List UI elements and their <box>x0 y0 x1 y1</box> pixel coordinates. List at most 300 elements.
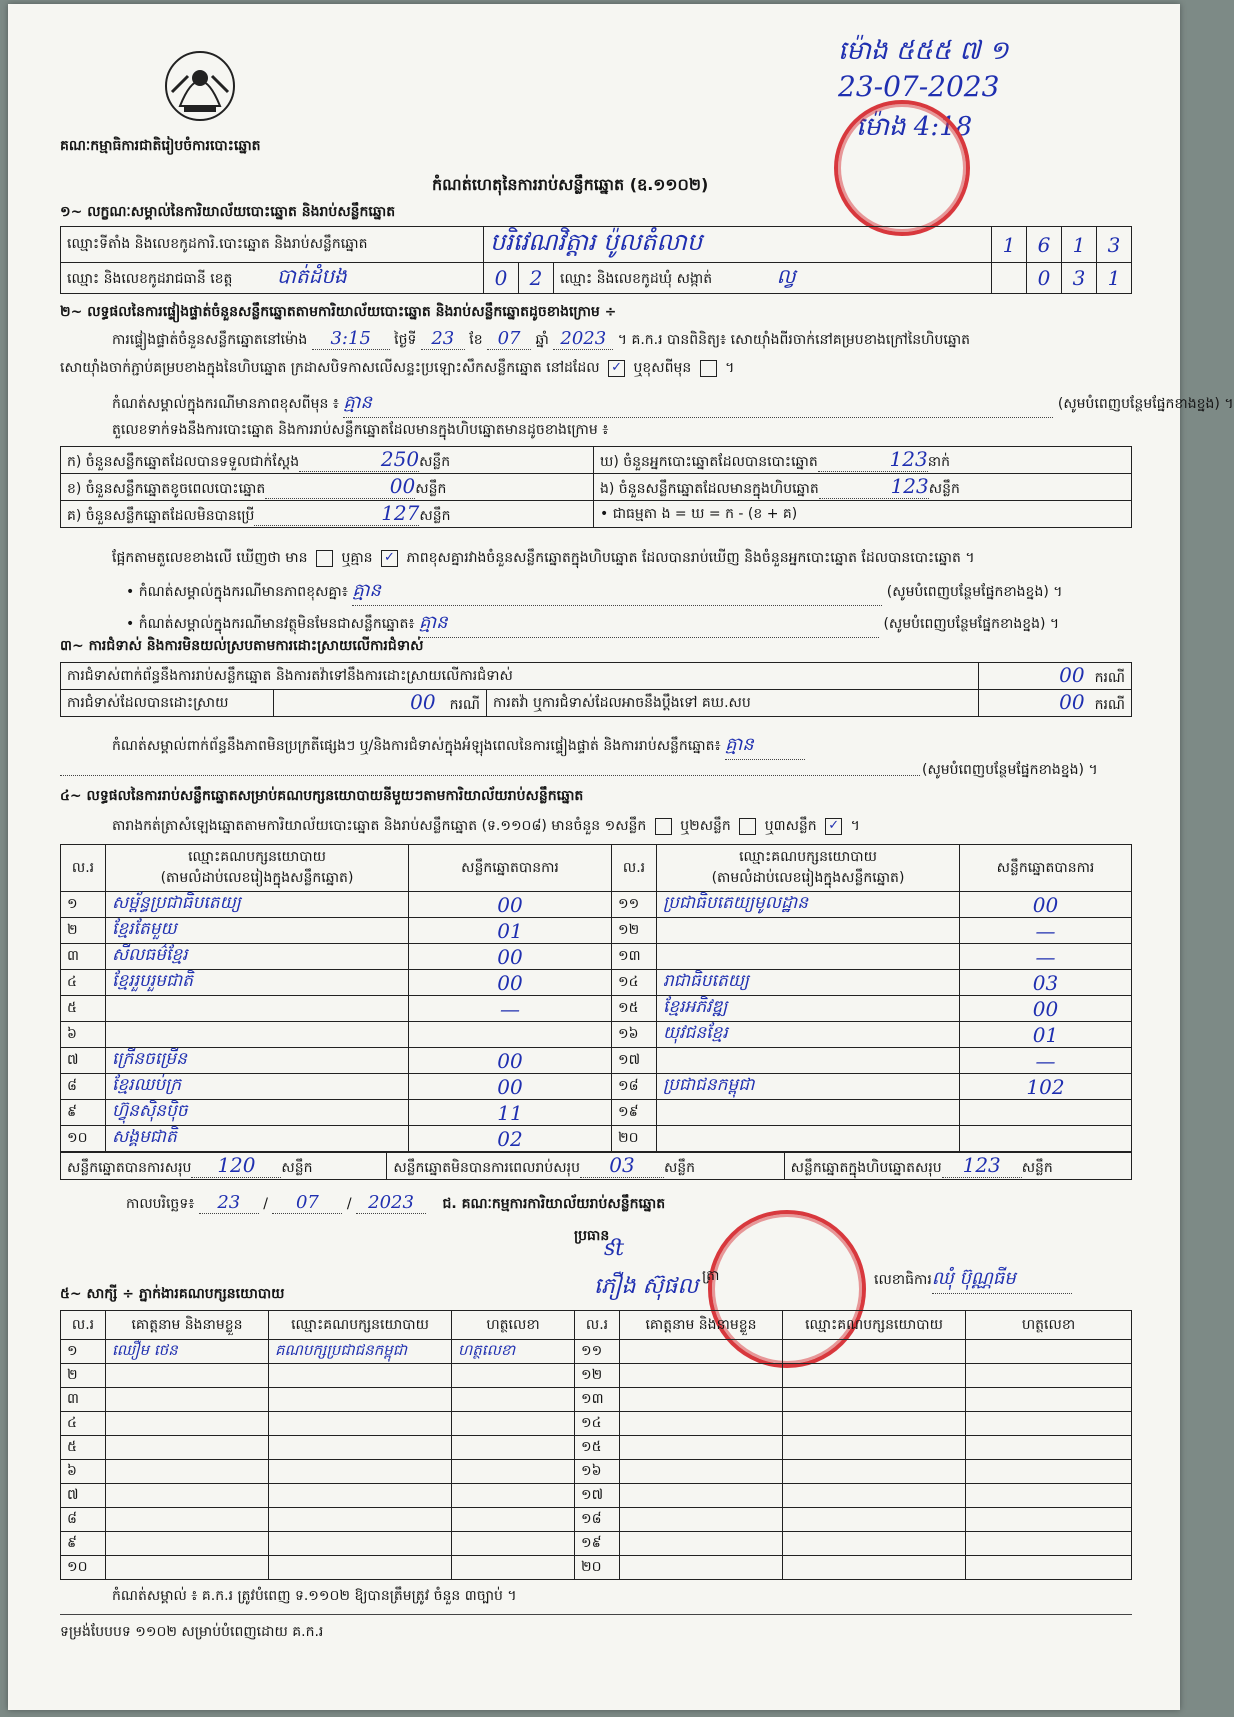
result-party: យុវជនខ្មែរ <box>657 1022 960 1048</box>
witness-no: ១៨ <box>575 1508 620 1532</box>
complaint-row1-count <box>979 663 1132 690</box>
kh-label: ខ) ចំនួនសន្លឹកឆ្នោតខូចពេលបោះឆ្នោត <box>67 481 266 497</box>
bullet1-line <box>126 578 1062 606</box>
result-no: ១៥ <box>612 996 657 1022</box>
witness-name <box>620 1364 783 1388</box>
witness-no: ១៤ <box>575 1412 620 1436</box>
result-votes: — <box>960 944 1132 970</box>
result-votes: 01 <box>409 918 612 944</box>
result-party <box>106 996 409 1022</box>
witness-party <box>783 1388 966 1412</box>
diff-text: ភាពខុសគ្នារវាងចំនួនសន្លឹកឆ្នោតក្នុងហិបឆ្នោត ដែលបានរាប់ឃើញ និងចំនួនអ្នកបោះឆ្នោត ដែលបានបោះឆ្នោត ។ <box>406 550 975 566</box>
chair-label: ប្រធាន <box>574 1228 610 1244</box>
witness-name <box>106 1388 269 1412</box>
total-box-value: 123 <box>942 1153 1022 1178</box>
location-code-digit: 1 <box>1062 227 1097 263</box>
kk-value: 123 <box>818 447 928 472</box>
ballot-count-table <box>60 446 1132 528</box>
kk-label: ឃ) ចំនួនអ្នកបោះឆ្នោតដែលបានបោះឆ្នោត <box>600 454 818 470</box>
witness-name <box>106 1412 269 1436</box>
result-no: ២ <box>61 918 106 944</box>
result-votes: 02 <box>409 1126 612 1152</box>
witness-name <box>620 1388 783 1412</box>
witness-row <box>61 1460 1132 1484</box>
form-title: កំណត់ហេតុនៃការរាប់សន្លឹកឆ្នោត (ឧ.១១០២) <box>432 175 709 194</box>
result-party: ខ្មែរអភិវឌ្ឍ <box>657 996 960 1022</box>
col-party-title: ឈ្មោះគណបក្សនយោបាយ <box>739 849 877 865</box>
witness-no: ១៥ <box>575 1436 620 1460</box>
ko-value: 127 <box>254 501 419 526</box>
irregularity-value: គ្មាន <box>725 732 805 760</box>
witness-signature <box>966 1484 1132 1508</box>
total-box-unit: សន្លឹក <box>1021 1160 1053 1176</box>
witness-party <box>269 1412 452 1436</box>
witness-row <box>61 1364 1132 1388</box>
section1-title: ១~ លក្ខណៈសម្គាល់នៃការិយាល័យបោះឆ្នោត និងរាប់សន្លឹកឆ្នោត <box>60 204 396 220</box>
result-no: ១៤ <box>612 970 657 996</box>
col-no: ល.រ <box>61 845 106 892</box>
witness-party <box>783 1340 966 1364</box>
witness-no: ១០ <box>61 1556 106 1580</box>
witness-no: ៧ <box>61 1484 106 1508</box>
w-col-party: ឈ្មោះគណបក្សនយោបាយ <box>269 1311 452 1340</box>
witness-name <box>620 1436 783 1460</box>
witness-signature <box>966 1556 1132 1580</box>
witness-row <box>61 1508 1132 1532</box>
witness-party <box>783 1508 966 1532</box>
witness-name <box>106 1484 269 1508</box>
result-votes: 00 <box>409 892 612 918</box>
witness-no: ៣ <box>61 1388 106 1412</box>
results-row <box>61 1022 1132 1048</box>
result-party: ក្រើនចម្រើន <box>106 1048 409 1074</box>
result-votes <box>960 1100 1132 1126</box>
w-col-name: គោត្តនាម និងនាមខ្លួន <box>620 1311 783 1340</box>
row-k <box>61 447 594 474</box>
commission-name: គណៈកម្មាធិការជាតិរៀបចំការបោះឆ្នោត <box>60 138 261 154</box>
result-party <box>657 918 960 944</box>
witness-party <box>269 1484 452 1508</box>
section4-title: ៤~ លទ្ធផលនៃការរាប់សន្លឹកឆ្នោតសម្រាប់គណបក្សនយោបាយនីមួយៗតាមការិយាល័យរាប់សន្លឹកឆ្នោត <box>60 788 584 804</box>
witness-name <box>106 1508 269 1532</box>
witness-signature <box>452 1484 575 1508</box>
kh-value: 00 <box>265 474 415 499</box>
witness-no: ៨ <box>61 1508 106 1532</box>
seal-check-text: សោយ៉ាំងចាក់ភ្ជាប់គម្របខាងក្នុងនៃហិបឆ្នោត ក្រដាសបិទកាសលើសន្ទះប្រឡោះសឹកសន្លឹកឆ្នោត នៅដដែល <box>60 360 600 376</box>
result-party: ប្រជាជនកម្ពុជា <box>657 1074 960 1100</box>
result-no: ៧ <box>61 1048 106 1074</box>
verify-day-label: ថ្ងៃទី <box>394 332 417 348</box>
bullet1-fill-more: (សូមបំពេញបន្ថែមផ្នែកខាងខ្នង) ។ <box>886 584 1063 600</box>
bullet1-value: គ្មាន <box>352 578 882 606</box>
case-unit: ករណី <box>1094 670 1125 686</box>
bullet2-value: គ្មាន <box>419 610 879 638</box>
witness-row <box>61 1532 1132 1556</box>
result-no: ៦ <box>61 1022 106 1048</box>
witness-party <box>269 1556 452 1580</box>
two-sheets-checkbox[interactable] <box>739 818 756 835</box>
witness-signature <box>966 1508 1132 1532</box>
col-party-title: ឈ្មោះគណបក្សនយោបាយ <box>188 849 326 865</box>
case-unit: ករណី <box>1094 697 1125 713</box>
province-code-digit: 2 <box>519 263 554 294</box>
witness-signature <box>966 1532 1132 1556</box>
results-row <box>61 1048 1132 1074</box>
complaint-row1-label: ការជំទាស់ពាក់ព័ន្ធនឹងការរាប់សន្លឹកឆ្នោត និងការតវ៉ាទៅនឹងការដោះស្រាយលើការជំទាស់ <box>61 663 979 690</box>
seal-label: ត្រា <box>702 1268 720 1284</box>
w-col-no: ល.រ <box>61 1311 106 1340</box>
col-party <box>657 845 960 892</box>
witness-party <box>783 1460 966 1484</box>
witness-row <box>61 1340 1132 1364</box>
result-no: ២០ <box>612 1126 657 1152</box>
witness-name <box>620 1340 783 1364</box>
witness-party <box>783 1532 966 1556</box>
bullet2-label: • កំណត់សម្គាល់ក្នុងករណីមានវត្ថុមិនមែនជាសន្លឹកឆ្នោត៖ <box>126 616 415 632</box>
witness-name <box>620 1484 783 1508</box>
total-invalid-value: 03 <box>580 1153 664 1178</box>
result-votes: 00 <box>960 892 1132 918</box>
chair-name: ភឿង ស៊ុផល <box>594 1274 699 1299</box>
result-party: ប្រជាធិបតេយ្យមូលដ្ឋាន <box>657 892 960 918</box>
location-table <box>60 226 1132 294</box>
verify-month: 07 <box>487 328 531 350</box>
diff-note-value: គ្មាន <box>343 390 1053 418</box>
irregularity-dotted-line <box>60 774 920 776</box>
appeal-count <box>979 690 1132 717</box>
witness-party <box>269 1532 452 1556</box>
witness-row <box>61 1388 1132 1412</box>
total-valid <box>61 1153 387 1180</box>
result-no: ៥ <box>61 996 106 1022</box>
witness-no: ៩ <box>61 1532 106 1556</box>
commune-label-text: ឈ្មោះ និងលេខកូដឃុំ សង្កាត់ <box>560 271 713 287</box>
result-party <box>657 1100 960 1126</box>
witness-name <box>106 1460 269 1484</box>
witness-signature <box>452 1460 575 1484</box>
witness-name <box>106 1436 269 1460</box>
seal-check-end: ។ <box>725 360 735 376</box>
resolved-label: ការជំទាស់ដែលបានដោះស្រាយ <box>61 690 274 717</box>
three-sheets-checkbox[interactable]: ✓ <box>825 818 842 835</box>
result-votes: 03 <box>960 970 1132 996</box>
witness-signature <box>452 1436 575 1460</box>
witness-row <box>61 1412 1132 1436</box>
location-code-digit: 6 <box>1027 227 1062 263</box>
commune-code-digit: 3 <box>1062 263 1097 294</box>
ko-unit: សន្លឹក <box>419 508 451 524</box>
result-party <box>657 944 960 970</box>
case-unit: ករណី <box>449 697 480 713</box>
witness-signature <box>452 1412 575 1436</box>
ng-unit: សន្លឹក <box>928 481 960 497</box>
total-valid-unit: សន្លឹក <box>281 1160 313 1176</box>
witness-no: ១ <box>61 1340 106 1364</box>
witness-signature <box>966 1364 1132 1388</box>
result-party: ហ៊្វុនស៊ិនប៉ិច <box>106 1100 409 1126</box>
total-valid-value: 120 <box>191 1153 281 1178</box>
witness-name <box>620 1460 783 1484</box>
handwritten-ref: ម៉ោង ៥៥៥ ៧ ១ <box>838 36 1009 66</box>
witness-no: ៤ <box>61 1412 106 1436</box>
diff-note-label: កំណត់សម្គាល់ក្នុងករណីមានភាពខុសពីមុន ៖ <box>112 396 339 412</box>
result-votes <box>960 1126 1132 1152</box>
witness-no: ១៩ <box>575 1532 620 1556</box>
witness-signature <box>452 1556 575 1580</box>
section2-title: ២~ លទ្ធផលនៃការផ្ទៀងផ្ទាត់ចំនួនសន្លឹកឆ្នោតតាមការិយាល័យបោះឆ្នោត និងរាប់សន្លឹកឆ្នោតដូចខាងក្រោម ÷ <box>60 304 617 320</box>
witness-party: គណបក្សប្រជាជនកម្ពុជា <box>269 1340 452 1364</box>
irregularity-line <box>112 732 805 760</box>
fill-more-note: (សូមបំពេញបន្ថែមផ្នែកខាងខ្នង) ។ <box>1057 396 1234 412</box>
col-party <box>106 845 409 892</box>
results-row <box>61 944 1132 970</box>
form-page <box>8 4 1234 1710</box>
k-label: ក) ចំនួនសន្លឹកឆ្នោតដែលបានទទួលជាក់ស្តែង <box>67 454 300 470</box>
verify-year: 2023 <box>553 328 613 350</box>
chair-signature: ﬆ <box>604 1236 625 1261</box>
different-checkbox[interactable] <box>700 360 717 377</box>
result-no: ១៧ <box>612 1048 657 1074</box>
total-box <box>784 1153 1131 1180</box>
result-party <box>657 1126 960 1152</box>
result-votes: 00 <box>960 996 1132 1022</box>
difference-line <box>112 548 975 569</box>
resolved-count <box>274 690 487 717</box>
result-party: សង្គមជាតិ <box>106 1126 409 1152</box>
witness-signature <box>452 1388 575 1412</box>
witness-signature <box>966 1460 1132 1484</box>
date-year: 2023 <box>356 1192 426 1214</box>
witness-name <box>620 1532 783 1556</box>
footnote: កំណត់សម្គាល់ ៖ គ.ក.រ ត្រូវបំពេញ ទ.១១០២ ឱ្យបានត្រឹមត្រូវ ចំនួន ៣ច្បាប់ ។ <box>112 1588 517 1604</box>
same-checkbox[interactable]: ✓ <box>608 360 625 377</box>
witness-name <box>106 1556 269 1580</box>
witness-signature: ហត្ថលេខា <box>452 1340 575 1364</box>
total-box-label: សន្លឹកឆ្នោតក្នុងហិបឆ្នោតសរុប <box>790 1160 942 1176</box>
row-ko <box>61 501 594 528</box>
commune-code-digit: 1 <box>1097 263 1132 294</box>
section3-title: ៣~ ការជំទាស់ និងការមិនយល់ស្របតាមការដោះស្រាយលើការជំទាស់ <box>60 638 424 654</box>
witness-name <box>620 1412 783 1436</box>
result-no: ៨ <box>61 1074 106 1100</box>
diff-note-line <box>112 390 1234 418</box>
secretary-line <box>874 1266 1072 1294</box>
col-votes: សន្លឹកឆ្នោតបានការ <box>960 845 1132 892</box>
location-value: បរិវេណវិត្តារ ប៉ូលតំលាប <box>484 227 992 263</box>
witness-no: ១៣ <box>575 1388 620 1412</box>
witness-name <box>106 1364 269 1388</box>
irregularity-fill-more: (សូមបំពេញបន្ថែមផ្នែកខាងខ្នង) ។ <box>922 762 1098 778</box>
has-difference-checkbox[interactable] <box>316 550 333 567</box>
result-votes: — <box>960 1048 1132 1074</box>
appeal-value: 00 <box>1059 690 1085 714</box>
ng-label: ង) ចំនួនសន្លឹកឆ្នោតដែលមានក្នុងហិបឆ្នោត <box>600 481 819 497</box>
result-no: ១១ <box>612 892 657 918</box>
footer-rule <box>60 1614 1132 1615</box>
row-ng <box>594 474 1132 501</box>
col-party-sub: (តាមលំដាប់លេខរៀងក្នុងសន្លឹកឆ្នោត) <box>711 870 905 886</box>
witness-name: ឈឿម ថេន <box>106 1340 269 1364</box>
appeal-label: ការតវ៉ា ឬការជំទាស់ដែលអាចនឹងប្តឹងទៅ គឃ.សប <box>487 690 979 717</box>
complaint-row1-value: 00 <box>1059 663 1085 687</box>
location-code-digit: 1 <box>992 227 1027 263</box>
witness-party <box>269 1508 452 1532</box>
commune-label <box>554 263 992 294</box>
results-row <box>61 918 1132 944</box>
w-col-sign: ហត្ថលេខា <box>452 1311 575 1340</box>
signing-date-line: កាលបរិច្ឆេទ៖ 23 / 07 / 2023 ជ. គណៈកម្មការការិយាល័យរាប់សន្លឹកឆ្នោត <box>126 1192 666 1213</box>
k-value: 250 <box>299 447 419 472</box>
results-table <box>60 844 1132 1152</box>
handwritten-date: 23-07-2023 <box>838 70 1000 103</box>
verify-text: ការផ្ទៀងផ្ទាត់ចំនួនសន្លឹកឆ្នោតនៅម៉ោង <box>112 332 308 348</box>
result-no: ១៨ <box>612 1074 657 1100</box>
w-col-no: ល.រ <box>575 1311 620 1340</box>
witness-no: ៥ <box>61 1436 106 1460</box>
date-day: 23 <box>199 1192 259 1214</box>
secretary-name: ឈុំ ប៊ុណ្ណធីម <box>932 1266 1072 1294</box>
diff-have-label: ផ្អែកតាមតួលេខខាងលើ ឃើញថា មាន <box>112 550 308 566</box>
witness-no: ១១ <box>575 1340 620 1364</box>
tally-sheet-line <box>112 816 860 837</box>
witness-row <box>61 1436 1132 1460</box>
witness-party <box>783 1364 966 1388</box>
verify-day: 23 <box>421 328 465 350</box>
w-col-name: គោត្តនាម និងនាមខ្លួន <box>106 1311 269 1340</box>
witness-no: ៦ <box>61 1460 106 1484</box>
witness-signature <box>452 1508 575 1532</box>
tally-one-sheet: តារាងកត់ត្រាសំឡេងឆ្នោតតាមការិយាល័យបោះឆ្នោត និងរាប់សន្លឹកឆ្នោត (ទ.១១០៨) មានចំនួន ១សន្លឹក <box>112 818 647 834</box>
result-votes: — <box>409 996 612 1022</box>
result-party: ខ្មែរឈប់ក្រ <box>106 1074 409 1100</box>
witness-party <box>269 1436 452 1460</box>
witness-party <box>783 1436 966 1460</box>
witness-party <box>269 1460 452 1484</box>
k-unit: សន្លឹក <box>419 454 451 470</box>
result-no: ៩ <box>61 1100 106 1126</box>
witness-party <box>783 1484 966 1508</box>
total-invalid <box>387 1153 784 1180</box>
national-emblem-icon <box>160 46 240 126</box>
total-invalid-label: សន្លឹកឆ្នោតមិនបានការពេលរាប់សរុប <box>393 1160 580 1176</box>
witness-no: ២០ <box>575 1556 620 1580</box>
result-votes: 00 <box>409 1074 612 1100</box>
witness-signature <box>966 1340 1132 1364</box>
col-no: ល.រ <box>612 845 657 892</box>
secretary-label: លេខាធិការ <box>874 1272 932 1288</box>
result-votes: 00 <box>409 944 612 970</box>
official-seal-icon <box>834 100 973 236</box>
result-no: ១៦ <box>612 1022 657 1048</box>
form-id: ទម្រង់បែបបទ ១១០២ សម្រាប់បំពេញដោយ គ.ក.រ <box>60 1624 324 1640</box>
row-kk <box>594 447 1132 474</box>
tally-end: ។ <box>850 818 860 834</box>
different-label: ឬខុសពីមុន <box>633 360 692 376</box>
witness-signature <box>966 1388 1132 1412</box>
handwritten-time: ម៉ោង 4:18 <box>856 112 973 142</box>
results-row <box>61 1126 1132 1152</box>
witness-party <box>783 1556 966 1580</box>
total-valid-label: សន្លឹកឆ្នោតបានការសរុប <box>67 1160 192 1176</box>
results-row <box>61 996 1132 1022</box>
commune-code-blank <box>992 263 1027 294</box>
result-party: ខ្មែរតែមួយ <box>106 918 409 944</box>
witness-signature <box>966 1436 1132 1460</box>
one-sheet-checkbox[interactable] <box>655 818 672 835</box>
totals-table <box>60 1152 1132 1180</box>
irregularity-label: កំណត់សម្គាល់ពាក់ព័ន្ធនឹងភាពមិនប្រក្រតីផ្សេងៗ ឬ/និងការជំទាស់ក្នុងអំឡុងពេលនៃការផ្ទៀងផ្ទាត់ និងការរាប់សន្លឹកឆ្នោត៖ <box>112 738 721 754</box>
witness-party <box>783 1412 966 1436</box>
ng-value: 123 <box>819 474 929 499</box>
result-votes: 00 <box>409 970 612 996</box>
tally-two-sheets: ឬ២សន្លឹក <box>680 818 731 834</box>
witness-party <box>269 1364 452 1388</box>
witness-row <box>61 1484 1132 1508</box>
w-col-party: ឈ្មោះគណបក្សនយោបាយ <box>783 1311 966 1340</box>
total-invalid-unit: សន្លឹក <box>663 1160 696 1176</box>
result-votes: 11 <box>409 1100 612 1126</box>
verify-time: 3:15 <box>312 328 390 350</box>
w-col-sign: ហត្ថលេខា <box>966 1311 1132 1340</box>
result-votes: — <box>960 918 1132 944</box>
witness-name <box>620 1556 783 1580</box>
province-label <box>61 263 484 294</box>
bullet2-line <box>126 610 1059 638</box>
diff-none-label: ឬគ្មាន <box>341 550 373 566</box>
witness-table <box>60 1310 1132 1580</box>
results-row <box>61 1074 1132 1100</box>
witness-row <box>61 1556 1132 1580</box>
witness-signature <box>966 1412 1132 1436</box>
kk-unit: នាក់ <box>927 454 950 470</box>
witness-party <box>269 1388 452 1412</box>
committee-label: ជ. គណៈកម្មការការិយាល័យរាប់សន្លឹកឆ្នោត <box>442 1196 666 1212</box>
result-no: ១ <box>61 892 106 918</box>
location-code-digit: 3 <box>1097 227 1132 263</box>
result-no: ៤ <box>61 970 106 996</box>
col-votes: សន្លឹកឆ្នោតបានការ <box>409 845 612 892</box>
row-kh <box>61 474 594 501</box>
no-difference-checkbox[interactable]: ✓ <box>381 550 398 567</box>
numbers-intro: តួលេខទាក់ទងនឹងការបោះឆ្នោត និងការរាប់សន្លឹកឆ្នោតដែលមានក្នុងហិបឆ្នោតមានដូចខាងក្រោម ៖ <box>112 422 609 438</box>
kh-unit: សន្លឹក <box>415 481 447 497</box>
result-party: សីលធម៌ខ្មែរ <box>106 944 409 970</box>
province-value: បាត់ដំបង <box>276 264 347 288</box>
witness-no: ២ <box>61 1364 106 1388</box>
result-party <box>106 1022 409 1048</box>
verify-month-label: ខែ <box>469 332 483 348</box>
col-party-sub: (តាមលំដាប់លេខរៀងក្នុងសន្លឹកឆ្នោត) <box>160 870 354 886</box>
result-no: ១៩ <box>612 1100 657 1126</box>
result-votes: 00 <box>409 1048 612 1074</box>
result-no: ១២ <box>612 918 657 944</box>
witness-no: ១២ <box>575 1364 620 1388</box>
result-party <box>657 1048 960 1074</box>
commune-code-digit: 0 <box>1027 263 1062 294</box>
result-no: ១៣ <box>612 944 657 970</box>
result-votes: 01 <box>960 1022 1132 1048</box>
resolved-value: 00 <box>410 690 436 714</box>
result-no: ៣ <box>61 944 106 970</box>
witness-name <box>620 1508 783 1532</box>
witness-no: ១៦ <box>575 1460 620 1484</box>
complaints-table <box>60 662 1132 717</box>
verification-line <box>112 328 970 351</box>
result-party: សម្ព័ន្ធប្រជាធិបតេយ្យ <box>106 892 409 918</box>
results-row <box>61 892 1132 918</box>
result-party: ខ្មែររួបរួមជាតិ <box>106 970 409 996</box>
commune-value: ល្វ <box>776 264 796 288</box>
